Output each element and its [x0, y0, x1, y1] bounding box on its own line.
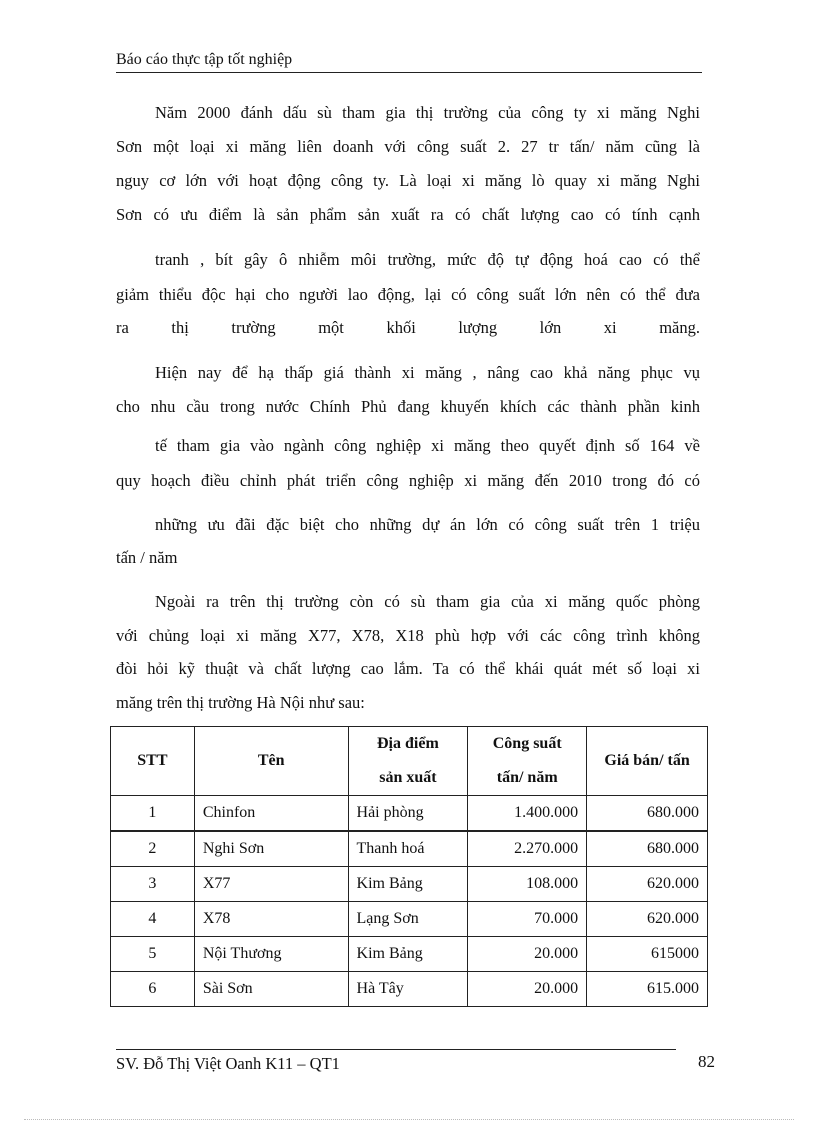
text-line: Hiện nay để hạ thấp giá thành xi măng , nâng cao khả năng phục vụ	[155, 363, 700, 382]
table-row	[111, 902, 708, 937]
table-header-row	[111, 727, 708, 796]
table-row	[111, 796, 708, 832]
cell-capacity: 70.000	[468, 902, 587, 937]
header-capacity-line2: tấn/ năm	[496, 769, 558, 786]
cell-price: 620.000	[587, 867, 708, 902]
text-line: với chủng loại xi măng X77, X78, X18 phù hợp với các công trình không	[116, 626, 700, 645]
cell-price: 680.000	[587, 796, 708, 832]
cell-name: Chinfon	[194, 796, 348, 832]
text-line: tế tham gia vào ngành công nghiệp xi măng theo quyết định số 164 về	[155, 436, 700, 455]
cell-stt: 2	[111, 831, 195, 867]
text-line: ra thị trường một khối lượng lớn xi măng.	[116, 318, 700, 337]
header-location-line1: Địa điểm	[377, 735, 439, 752]
cell-price: 615.000	[587, 972, 708, 1007]
header-location-line2: sản xuất	[379, 769, 437, 786]
header-name: Tên	[194, 727, 348, 796]
text-line: những ưu đãi đặc biệt cho những dự án lớn có công suất trên 1 triệu	[155, 515, 700, 534]
cell-stt: 4	[111, 902, 195, 937]
cell-location: Kim Bảng	[348, 937, 468, 972]
text-line: quy hoạch điều chỉnh phát triển công nghiệp xi măng đến 2010 trong đó có	[116, 471, 700, 490]
text-line: Sơn một loại xi măng liên doanh với công suất 2. 27 tr tấn/ năm cũng là	[116, 137, 700, 156]
cell-price: 615000	[587, 937, 708, 972]
cell-name: Sài Sơn	[194, 972, 348, 1007]
header-stt: STT	[111, 727, 195, 796]
page-header	[116, 50, 702, 73]
cell-name: X77	[194, 867, 348, 902]
text-line: giảm thiểu độc hại cho người lao động, lại có công suất lớn nên có thể đưa	[116, 285, 700, 304]
cell-location: Thanh hoá	[348, 831, 468, 867]
footer-author: SV. Đỗ Thị Việt Oanh K11 – QT1	[116, 1054, 340, 1073]
cement-table	[110, 726, 708, 1007]
cell-capacity: 20.000	[468, 937, 587, 972]
cell-capacity: 1.400.000	[468, 796, 587, 832]
page-edge-divider	[24, 1119, 794, 1120]
table-row	[111, 867, 708, 902]
cell-stt: 1	[111, 796, 195, 832]
table-row	[111, 831, 708, 867]
cell-stt: 3	[111, 867, 195, 902]
text-line: măng trên thị trường Hà Nội như sau:	[116, 693, 365, 712]
text-line: tấn / năm	[116, 548, 178, 567]
text-line: Ngoài ra trên thị trường còn có sù tham gia của xi măng quốc phòng	[155, 592, 700, 611]
cell-location: Hà Tây	[348, 972, 468, 1007]
table-row	[111, 972, 708, 1007]
text-line: nguy cơ lớn với hoạt động công ty. Là loại xi măng lò quay xi măng Nghi	[116, 171, 700, 190]
cell-price: 620.000	[587, 902, 708, 937]
header-capacity-line1: Công suất	[492, 735, 562, 752]
header-title: Báo cáo thực tập tốt nghiệp	[116, 51, 293, 68]
cell-location: Hải phòng	[348, 796, 468, 832]
cell-capacity: 2.270.000	[468, 831, 587, 867]
cell-stt: 5	[111, 937, 195, 972]
cell-name: Nội Thương	[194, 937, 348, 972]
text-line: Năm 2000 đánh dấu sù tham gia thị trường của công ty xi măng Nghi	[155, 103, 700, 122]
table-row	[111, 937, 708, 972]
cell-capacity: 108.000	[468, 867, 587, 902]
cell-name: Nghi Sơn	[194, 831, 348, 867]
cell-location: Kim Bảng	[348, 867, 468, 902]
text-line: Sơn có ưu điểm là sản phẩm sản xuất ra có chất lượng cao có tính cạnh	[116, 205, 700, 224]
cell-name: X78	[194, 902, 348, 937]
page-number: 82	[698, 1052, 715, 1071]
footer-divider	[116, 1049, 676, 1050]
cell-stt: 6	[111, 972, 195, 1007]
text-line: tranh , bít gây ô nhiễm môi trường, mức độ tự động hoá cao có thể	[155, 250, 700, 269]
cell-location: Lạng Sơn	[348, 902, 468, 937]
text-line: cho nhu cầu trong nước Chính Phủ đang khuyến khích các thành phần kinh	[116, 397, 700, 416]
header-capacity	[468, 727, 587, 796]
cell-price: 680.000	[587, 831, 708, 867]
header-price: Giá bán/ tấn	[587, 727, 708, 796]
cell-capacity: 20.000	[468, 972, 587, 1007]
header-location	[348, 727, 468, 796]
text-line: đòi hỏi kỹ thuật và chất lượng cao lắm. Ta có thể khái quát mét số loại xi	[116, 659, 700, 678]
